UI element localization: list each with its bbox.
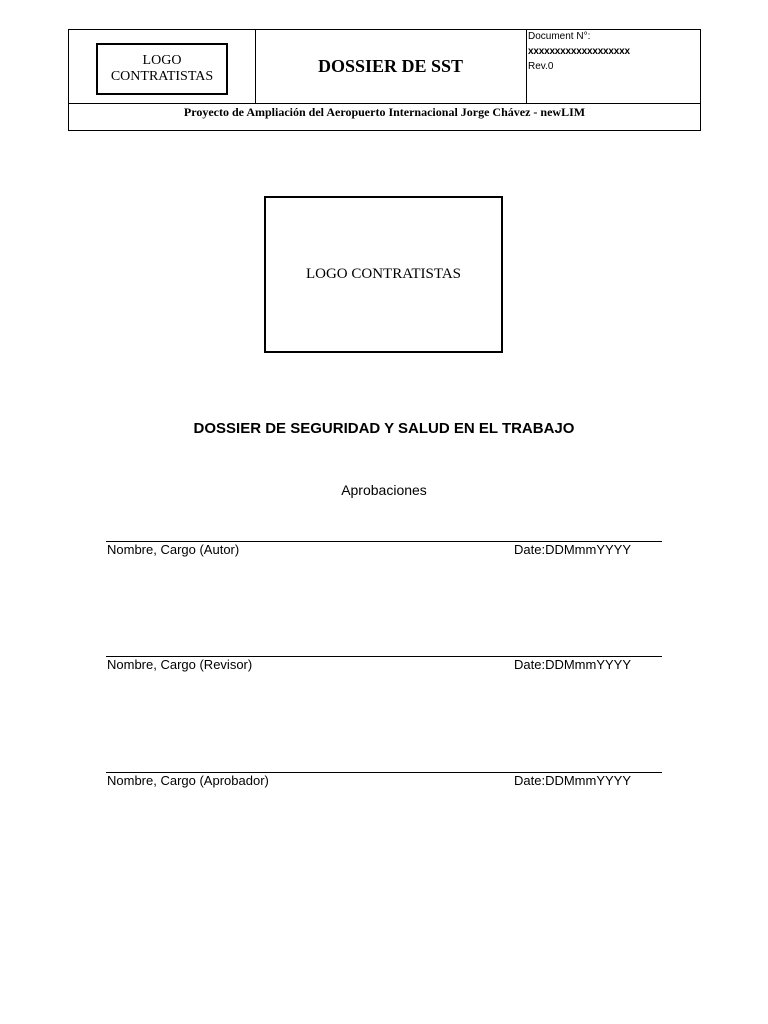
header-logo-placeholder: LOGO CONTRATISTAS	[96, 43, 228, 95]
signature-date: Date:DDMmmYYYY	[514, 657, 632, 672]
revision-label: Rev.0	[528, 61, 554, 72]
signature-name: Nombre, Cargo (Revisor)	[107, 657, 253, 672]
header-title: DOSSIER DE SST	[255, 30, 527, 103]
signature-date: Date:DDMmmYYYY	[514, 773, 632, 788]
document-info-cell	[526, 30, 700, 103]
signature-reviewer	[106, 656, 662, 678]
document-title: DOSSIER DE SEGURIDAD Y SALUD EN EL TRABAJO	[193, 420, 575, 437]
signature-date: Date:DDMmmYYYY	[514, 542, 632, 557]
header-logo-cell	[69, 30, 256, 103]
header-table	[68, 29, 701, 131]
project-name: Proyecto de Ampliación del Aeropuerto Internacional Jorge Chávez - newLIM	[183, 104, 586, 119]
signature-name: Nombre, Cargo (Aprobador)	[107, 773, 269, 788]
approvals-heading: Aprobaciones	[341, 482, 427, 498]
signature-name: Nombre, Cargo (Autor)	[107, 542, 240, 557]
signature-author	[106, 541, 662, 563]
header-top-row	[69, 30, 700, 104]
document-number-value: xxxxxxxxxxxxxxxxxxx	[528, 46, 630, 57]
document-number-label: Document N°:	[528, 31, 591, 42]
signature-approver	[106, 772, 662, 794]
contractor-logo-placeholder: LOGO CONTRATISTAS	[264, 196, 503, 353]
